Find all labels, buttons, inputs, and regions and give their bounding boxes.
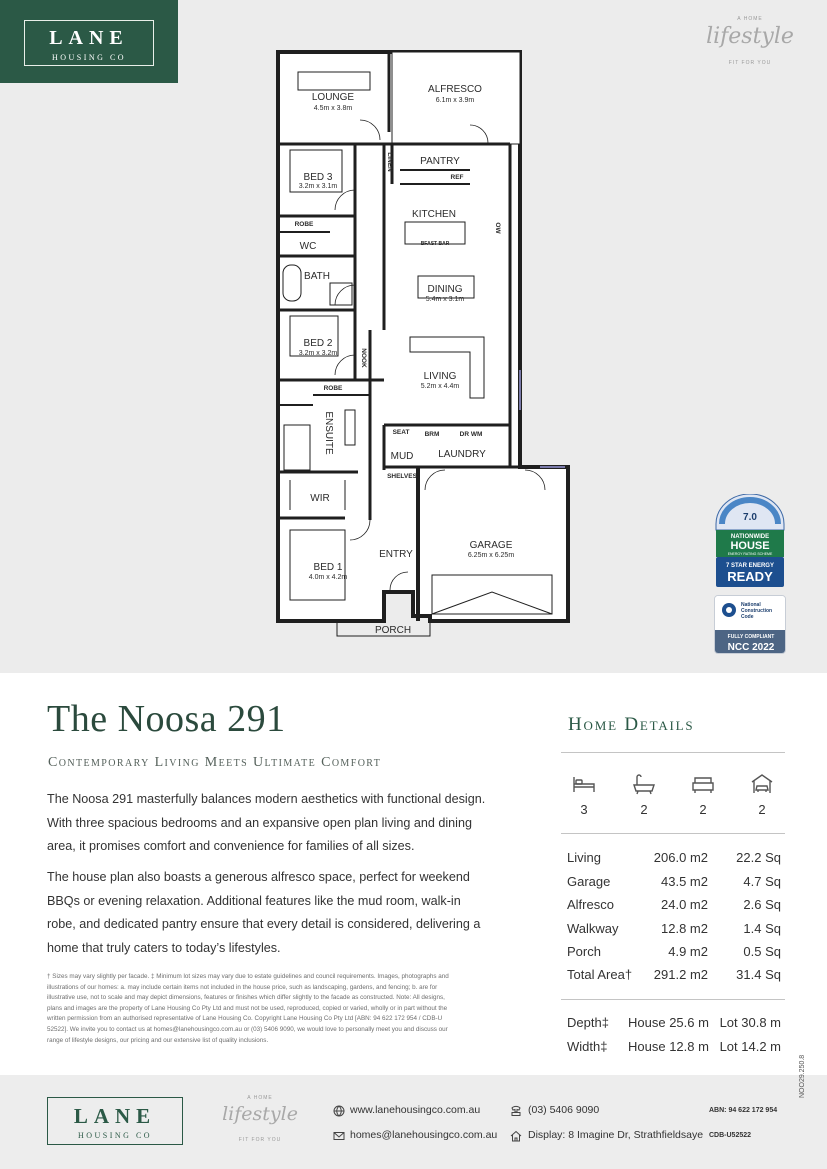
nh-line1: NATIONWIDE: [730, 534, 770, 540]
paragraph-line: The house plan also boasts a generous alfresco space, perfect for weekend: [47, 870, 470, 884]
room-alfresco-label: ALFRESCO: [428, 84, 482, 95]
room-bed3-label: BED 3: [303, 172, 333, 183]
lifestyle-word: lifestyle: [706, 24, 794, 49]
room-garage-dim: 6.25m x 6.25m: [467, 552, 515, 559]
area-row-alfresco: [567, 897, 781, 917]
sofa-icon: [691, 773, 715, 795]
room-wc-label: WC: [299, 241, 317, 252]
area-sq: 2.6 Sq: [743, 897, 781, 912]
lifestyle-top: A HOME: [737, 16, 763, 22]
room-alfresco-dim: 6.1m x 3.9m: [435, 97, 475, 104]
area-label: Alfresco: [567, 897, 614, 912]
paragraph-line: BBQs or evening relaxation. Additional features like the mud room, walk-in: [47, 893, 461, 908]
garage-icon: [750, 773, 774, 795]
width-row: [567, 1039, 781, 1059]
dim-lot: Lot 14.2 m: [719, 1039, 781, 1054]
document-code: NOO29.250.8: [799, 1054, 806, 1098]
footer-logo-subtitle: HOUSING CO: [77, 1131, 153, 1140]
nh-line3: ENERGY RATING SCHEME: [727, 552, 773, 556]
room-bed1-label: BED 1: [313, 562, 343, 573]
description-paragraph-1: [47, 788, 502, 859]
area-m2: 291.2 m2: [653, 967, 708, 982]
drwm-label: DR WM: [459, 431, 483, 438]
ref-label: REF: [450, 174, 464, 181]
robe-label-1: ROBE: [294, 221, 314, 228]
room-dining-label: DINING: [427, 284, 463, 295]
room-laundry-label: LAUNDRY: [438, 449, 486, 460]
room-wir-label: WIR: [310, 493, 330, 504]
page-title: The Noosa 291: [47, 698, 286, 740]
brm-label: BRM: [424, 431, 440, 438]
seat-label: SEAT: [392, 429, 410, 436]
divider: [561, 833, 785, 834]
nh-line2: HOUSE: [730, 540, 770, 552]
paragraph-line: area, it promises comfort and convenience for families of all sizes.: [47, 839, 415, 853]
area-sq: 1.4 Sq: [743, 921, 781, 936]
lifestyle-top: A HOME: [247, 1095, 273, 1101]
room-bed2-label: BED 2: [303, 338, 333, 349]
area-m2: 4.9 m2: [668, 944, 708, 959]
robe-label-2: ROBE: [323, 385, 343, 392]
globe-icon: [333, 1105, 345, 1117]
nh-ready: READY: [727, 569, 773, 584]
bfast-bar-label: BFAST BAR: [420, 241, 450, 247]
ncc-compliant: FULLY COMPLIANT: [727, 634, 775, 640]
email-link[interactable]: homes@lanehousingco.com.au: [350, 1129, 498, 1141]
ncc-line2: Construction: [741, 608, 773, 614]
divider: [561, 999, 785, 1000]
lifestyle-bottom: FIT FOR YOU: [728, 60, 772, 66]
area-sq: 4.7 Sq: [743, 874, 781, 889]
area-label: Living: [567, 850, 601, 865]
bed-icon: [572, 773, 596, 795]
cdb-text: CDB-U52522: [709, 1132, 752, 1139]
ncc-badge: [714, 595, 786, 654]
lifestyle-word: lifestyle: [222, 1103, 298, 1125]
description-paragraph-2: [47, 866, 502, 960]
area-m2: 12.8 m2: [661, 921, 708, 936]
room-bed3-dim: 3.2m x 3.1m: [298, 183, 338, 190]
room-pantry-label: PANTRY: [420, 156, 460, 167]
room-kitchen-label: KITCHEN: [412, 209, 456, 220]
area-row-porch: [567, 944, 781, 964]
paragraph-line: robe, and dedicated pantry ensure that every detail is considered, delivering a: [47, 917, 481, 931]
disclaimer-line: 52522]. We invite you to contact us at homes@lanehousingco.com.au or (03) 5406 9090, we would love to personally meet you and discuss our: [47, 1025, 448, 1033]
area-sq: 31.4 Sq: [736, 967, 781, 982]
shelves-label: SHELVES: [387, 473, 417, 480]
area-row-total: [567, 967, 781, 987]
dim-house: House 25.6 m: [628, 1015, 709, 1030]
home-icon: [510, 1130, 522, 1142]
disclaimer-line: written permission from an authorised representative of Lane Housing Co. Copyright Lane Housing Co Pty Ltd [ABN: 94 622 172 954 / CDB-U: [47, 1015, 443, 1023]
room-garage-label: GARAGE: [469, 540, 513, 551]
energy-badge-graphic: [714, 494, 786, 588]
footer-logo-wordmark: LANE: [73, 1104, 157, 1128]
dim-house: House 12.8 m: [628, 1039, 709, 1054]
dim-label: Width‡: [567, 1039, 608, 1054]
nook-label: NOOK: [360, 348, 367, 368]
phone-icon: [510, 1105, 522, 1117]
area-row-garage: [567, 874, 781, 894]
lifestyle-bottom: FIT FOR YOU: [238, 1137, 282, 1143]
ncc-year: NCC 2022: [727, 642, 775, 653]
area-m2: 24.0 m2: [661, 897, 708, 912]
area-label: Total Area†: [567, 967, 633, 982]
linen-label: LINEN: [386, 152, 393, 172]
paragraph-line: home that truly caters to today’s lifestyles.: [47, 940, 281, 955]
ncc-line1: National: [741, 602, 761, 608]
phone-link[interactable]: (03) 5406 9090: [528, 1104, 600, 1116]
area-sq: 22.2 Sq: [736, 850, 781, 865]
nh-star-text: 7 STAR ENERGY: [726, 563, 774, 569]
room-entry-label: ENTRY: [379, 549, 413, 560]
bedrooms-count: 3: [580, 802, 588, 817]
area-label: Porch: [567, 944, 601, 959]
footer: [0, 1075, 827, 1169]
garage-count: 2: [758, 802, 766, 817]
disclaimer-line: plans and images are the property of Lane Housing Co Pty Ltd and must not be used, reproduced, copied or varied, wholly or in part without the: [47, 1004, 448, 1012]
area-row-walkway: [567, 921, 781, 941]
bathrooms-count: 2: [640, 802, 648, 817]
area-label: Walkway: [567, 921, 619, 936]
living-count: 2: [699, 802, 707, 817]
area-sq: 0.5 Sq: [743, 944, 781, 959]
footer-lifestyle-logo: [205, 1095, 315, 1147]
area-row-living: [567, 850, 781, 870]
disclaimer-line: range of lifestyle designs, our pricing and our extensive list of quality inclusions.: [47, 1036, 269, 1044]
area-m2: 43.5 m2: [661, 874, 708, 889]
display-address[interactable]: Display: 8 Imagine Dr, Strathfieldsaye: [528, 1129, 704, 1141]
disclaimer-text: [47, 972, 532, 1046]
disclaimer-line: illustrative use, not to scale and may depict dimensions, features or finishes which differ slightly to the facade as constructed. Note: All designs,: [47, 994, 445, 1002]
page-subtitle: Contemporary Living Meets Ultimate Comfort: [48, 755, 382, 770]
mail-icon: [333, 1130, 345, 1142]
room-lounge-label: LOUNGE: [311, 92, 355, 103]
nh-stars: 7.0: [743, 512, 757, 523]
paragraph-line: With three spacious bedrooms and an expansive open plan living and dining: [47, 815, 472, 830]
ncc-line3: Code: [741, 614, 754, 620]
home-details-title: Home Details: [568, 714, 695, 735]
room-ensuite-label: ENSUITE: [323, 411, 334, 455]
room-bed1-dim: 4.0m x 4.2m: [308, 574, 348, 581]
paragraph-line: The Noosa 291 masterfully balances modern aesthetics with functional design.: [47, 792, 486, 806]
ow-label: OW: [494, 222, 501, 234]
footer-logo[interactable]: [47, 1097, 183, 1145]
dim-lot: Lot 30.8 m: [719, 1015, 781, 1030]
room-bath-label: BATH: [304, 271, 330, 282]
divider: [561, 752, 785, 753]
nationwide-house-badge: [714, 494, 786, 588]
room-living-dim: 5.2m x 4.4m: [420, 383, 460, 390]
room-porch-label: PORCH: [374, 625, 412, 636]
area-m2: 206.0 m2: [653, 850, 708, 865]
room-dining-dim: 5.4m x 3.1m: [425, 296, 465, 303]
dim-label: Depth‡: [567, 1015, 609, 1030]
area-label: Garage: [567, 874, 611, 889]
logo-subtitle: HOUSING CO: [51, 53, 127, 62]
abn-text: ABN: 94 622 172 954: [709, 1107, 778, 1114]
logo-wordmark: LANE: [49, 27, 129, 49]
room-mud-label: MUD: [390, 451, 414, 462]
depth-row: [567, 1015, 781, 1035]
disclaimer-line: illustrations of our homes: a. may include certain items not included in the house price, such as landscaping, gardens, and fencing; b. are for: [47, 983, 438, 991]
website-link[interactable]: www.lanehousingco.com.au: [350, 1104, 481, 1116]
disclaimer-line: † Sizes may vary slightly per facade. ‡ Minimum lot sizes may vary due to estate guidelines and council requirements. Images, photographs and: [47, 973, 449, 980]
ncc-badge-graphic: [715, 596, 786, 654]
room-lounge-dim: 4.5m x 3.8m: [313, 105, 353, 112]
room-living-label: LIVING: [423, 371, 457, 382]
room-bed2-dim: 3.2m x 3.2m: [298, 350, 338, 357]
bath-icon: [632, 773, 656, 795]
